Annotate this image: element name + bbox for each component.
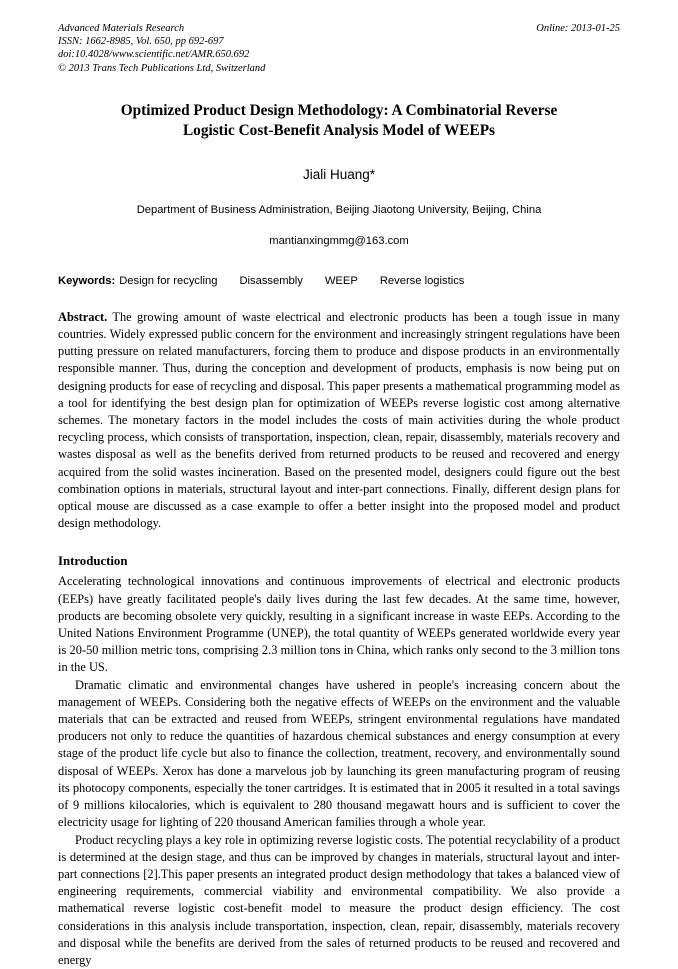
author-affiliation: Department of Business Administration, Beijing Jiaotong University, Beijing, China [58, 204, 620, 216]
keyword-item-2: WEEP [325, 275, 358, 287]
keywords-label: Keywords: [58, 275, 115, 287]
title-line-1: Optimized Product Design Methodology: A Combinatorial Reverse [121, 102, 558, 119]
doi-line: doi:10.4028/www.scientific.net/AMR.650.692 [58, 48, 451, 61]
title-line-2: Logistic Cost-Benefit Analysis Model of WEEPs [58, 121, 620, 141]
issn-line: ISSN: 1662-8985, Vol. 650, pp 692-697 [58, 35, 451, 48]
page-header [58, 22, 620, 75]
online-date: Online: 2013-01-25 [536, 22, 620, 35]
keywords-line [58, 275, 620, 287]
keyword-item-1: Disassembly [239, 275, 302, 287]
section-heading-introduction: Introduction [58, 554, 620, 569]
abstract-label: Abstract. [58, 310, 107, 324]
copyright-line: © 2013 Trans Tech Publications Ltd, Switzerland [58, 62, 451, 75]
journal-name: Advanced Materials Research [58, 22, 451, 35]
intro-paragraph-3: Product recycling plays a key role in optimizing reverse logistic costs. The potential recyclability of a product is determined at the design stage, and thus can be improved by changes in materials, structural layout and inter-part connections [2].This paper presents an integrated product design methodology that takes a balanced view of engineering requirements, commercial viability and environmental compatibility. We also provide a mathematical reverse logistic cost-benefit model to measure the product design efficiency. The cost considerations in this analysis include transportation, inspection, clean, repair, disassembly, materials recovery and disposal while the benefits are derived from the sales of returned products to be reused and recovered and energy [58, 832, 620, 969]
keyword-item-3: Reverse logistics [380, 275, 465, 287]
intro-paragraph-2: Dramatic climatic and environmental changes have ushered in people's increasing concern about the management of WEEPs. Considering both the negative effects of WEEPs on the environment and the valuable materials that can be extracted and reused from WEEPs, stringent environmental regulations have mandated producers not only to reduce the quantities of hazardous chemical substances and energy consumption at every stage of the product life cycle but also to finance the collection, treatment, recovery, and environmentally sound disposal of WEEPs. Xerox has done a marvelous job by launching its green manufacturing program of reusing its photocopy components, especially the toner cartridges. It is estimated that in 2005 it resulted in a total savings of 9 millions kilocalories, which is equivalent to 280 thousand megawatt hours and is sufficient to cover the electricity usage for lighting of 220 thousand American families through a whole year. [58, 677, 620, 832]
page-title [58, 101, 620, 141]
author-email: mantianxingmmg@163.com [58, 235, 620, 247]
abstract-paragraph [58, 309, 620, 533]
abstract-text: The growing amount of waste electrical and electronic products has been a tough issue in many countries. Widely expressed public concern for the environment and increasingly stringent regulations have been putting pressure on related manufacturers, forcing them to produce and dispose products in an environmentally responsible manner. Thus, during the conception and development of products, emphasis is now being put on designing products for ease of recycling and disposal. This paper presents a mathematical programming model as a tool for identifying the best design plan for optimization of WEEPs reverse logistic cost among alternative schemes. The monetary factors in the model includes the costs of main activities during the whole product recycling process, which consists of transportation, inspection, clean, repair, disassembly, materials recovery and wastes disposal as well as the benefits derived from returned products to be reused and recovered and energy acquired from the solid wastes incineration. Based on the presented model, designers could figure out the best combination options in materials, structural layout and inter-part connections. Finally, different design plans for optical mouse are discussed as a case example to offer a better insight into the proposed model and product design methodology. [58, 310, 620, 530]
header-left-block [58, 22, 451, 75]
keyword-item-0: Design for recycling [119, 275, 217, 287]
intro-paragraph-1: Accelerating technological innovations and continuous improvements of electrical and electronic products (EEPs) have greatly facilitated people's daily lives during the last few decades. At the same time, however, products are becoming obsolete very quickly, resulting in a significant increase in waste EEPs. According to the United Nations Environment Programme (UNEP), the total quantity of WEEPs generated worldwide every year is 20-50 million metric tons, comprising 2.3 million tons in China, which ranks only second to the 3 million tons in the US. [58, 573, 620, 676]
author-name: Jiali Huang* [58, 167, 620, 182]
